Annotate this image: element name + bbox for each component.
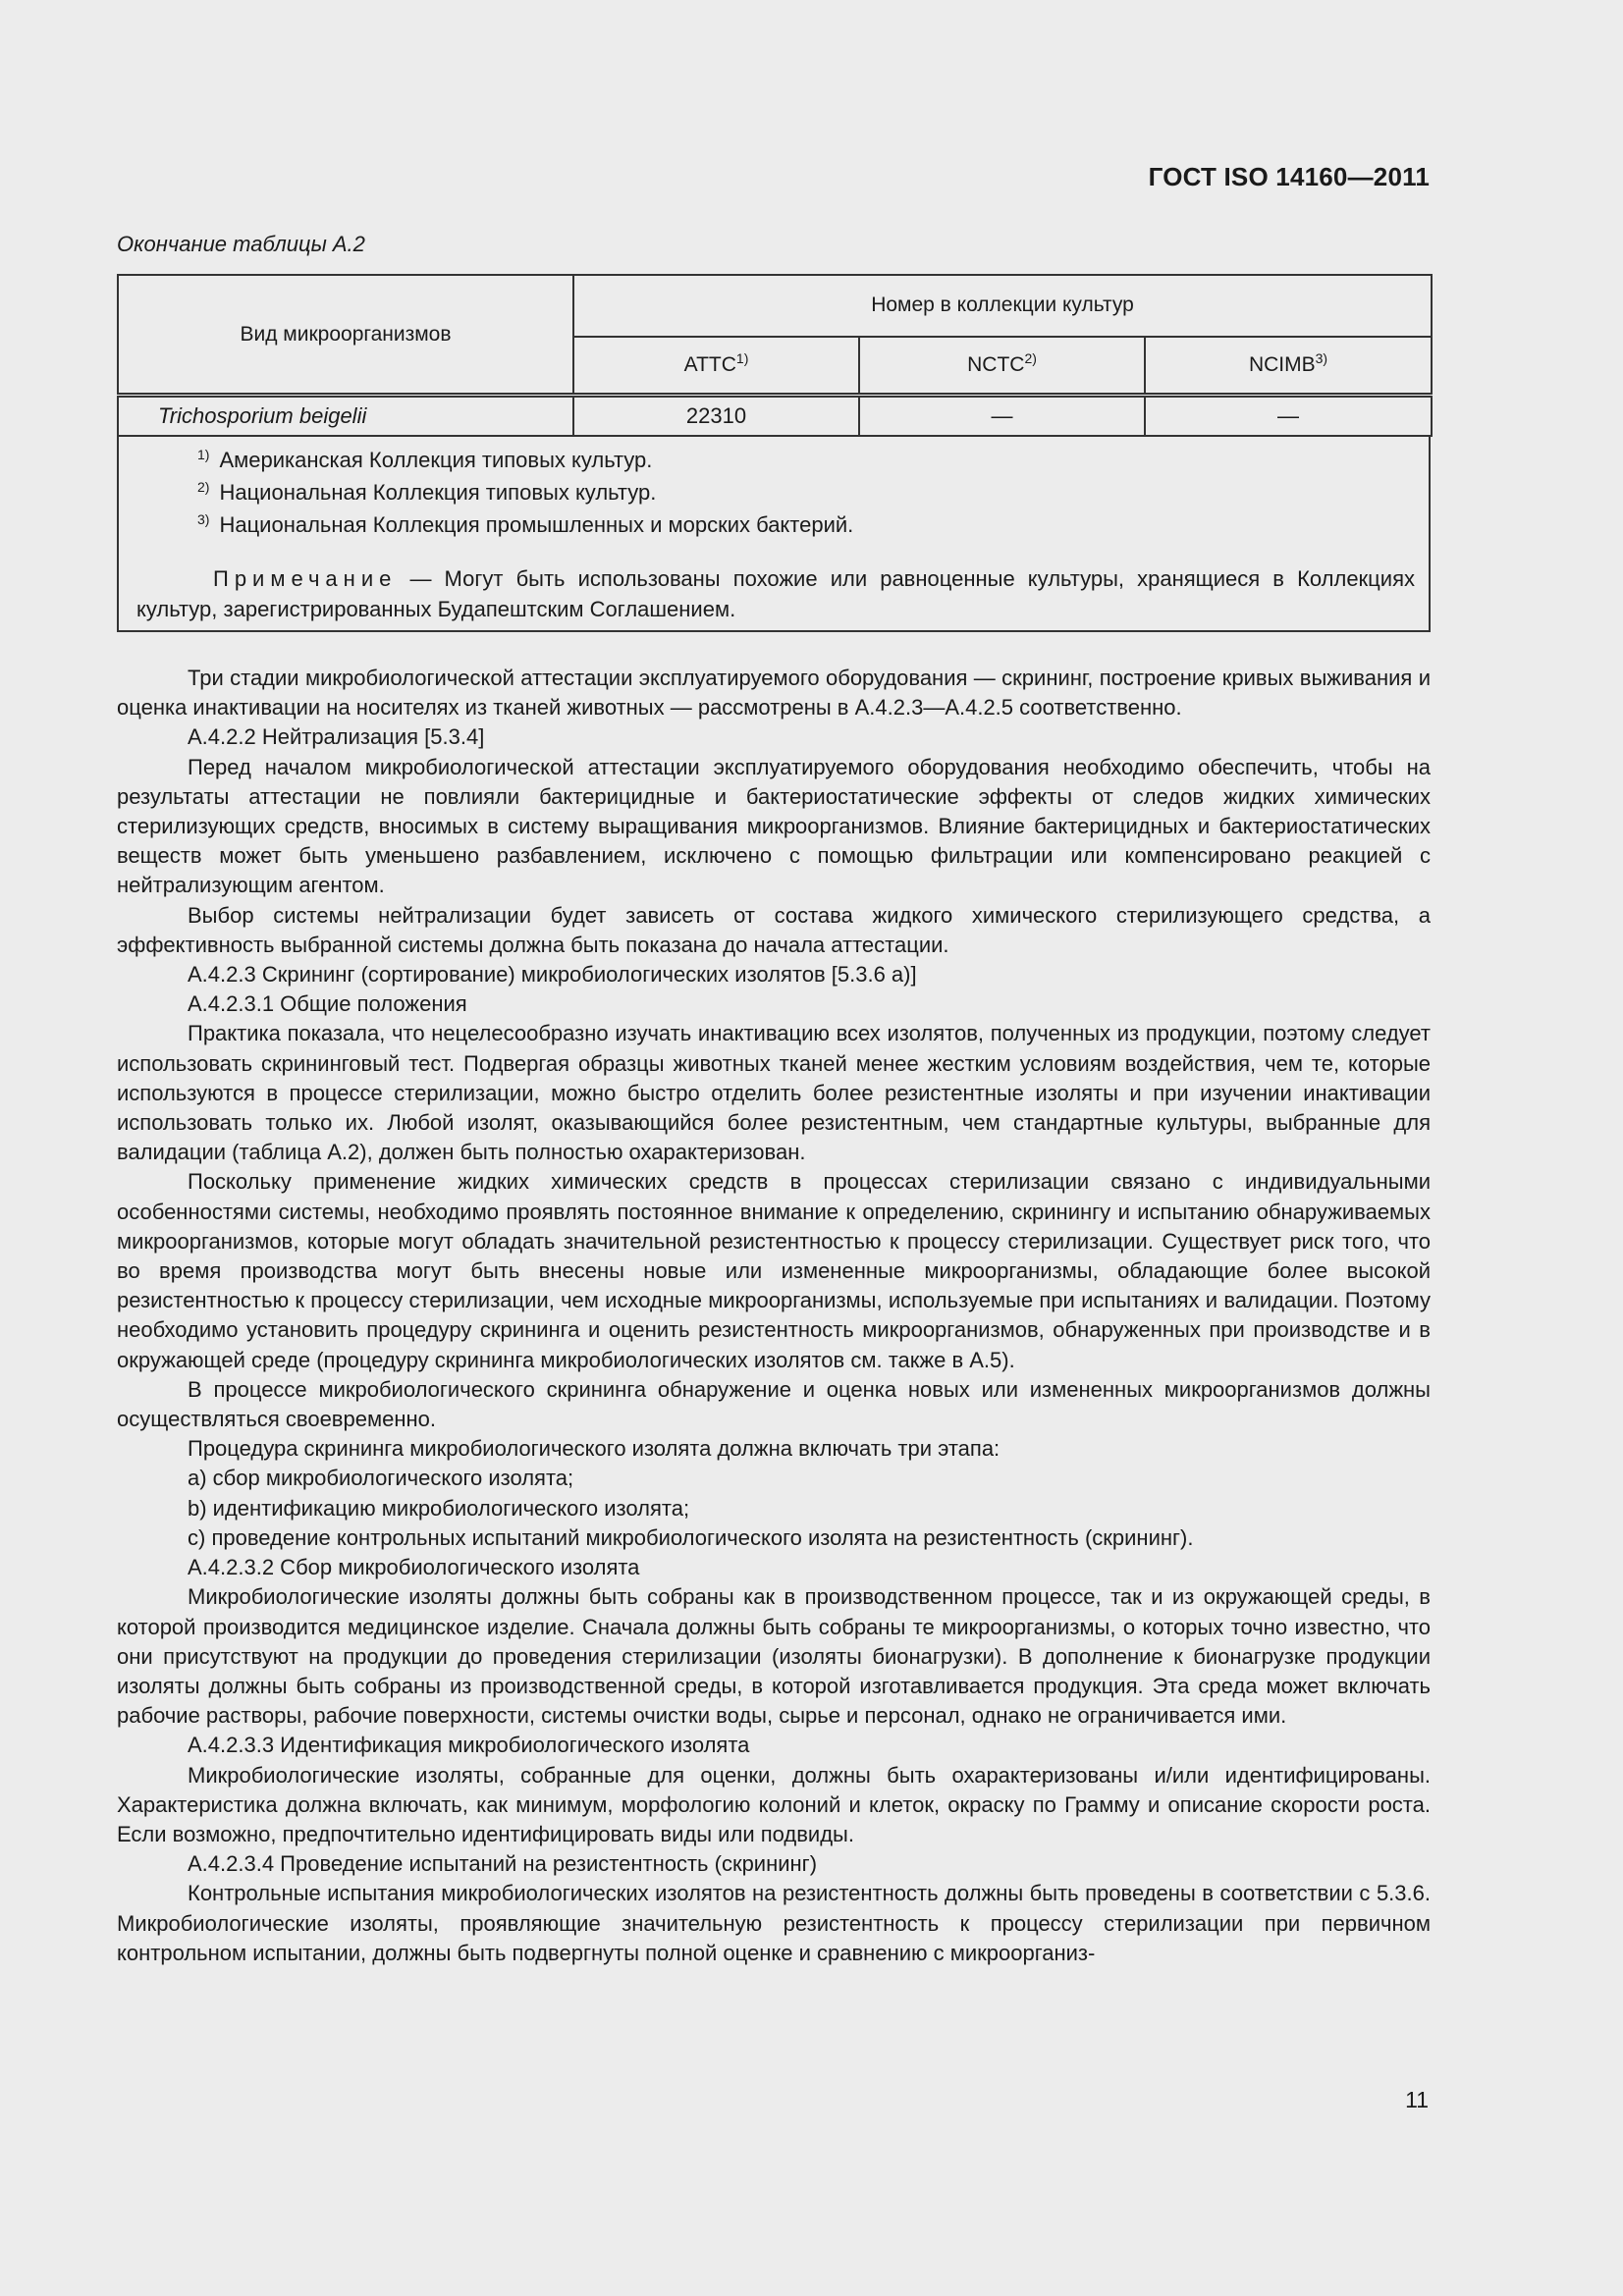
- section-heading: А.4.2.3.4 Проведение испытаний на резистентность (скрининг): [188, 1851, 818, 1877]
- header-nctc: NCTC$^{2)}$: [859, 337, 1145, 396]
- paragraph: Перед началом микробиологической аттестации эксплуатируемого оборудования необходимо обеспечить, чтобы на результаты аттестации не повлияли бактерицидные и бактериостатические эффекты от следов жидких химических стерилизующих средств, вносимых в систему выращивания микроорганизмов. Влияние бактерицидных и бактериостатических веществ может быть уменьшено разбавлением, исключено с помощью фильтрации или компенсировано реакцией с нейтрализующим агентом.: [117, 754, 1431, 898]
- paragraph: Практика показала, что нецелесообразно изучать инактивацию всех изолятов, полученных из продукции, поэтому следует использовать скрининговый тест. Подвергая образцы животных тканей менее жестким условиям воздействия, чем те, которые используются в процессе стерилизации, можно быстро отделить более резистентные изоляты и при изучении инактивации использовать только их. Любой изолят, оказывающийся более резистентным, чем стандартные культуры, выбранные для валидации (таблица А.2), должен быть полностью охарактеризован.: [117, 1021, 1431, 1165]
- footnote: $^{3)}$ Национальная Коллекция промышленных и морских бактерий.: [197, 511, 854, 537]
- paragraph: Процедура скрининга микробиологического изолята должна включать три этапа:: [188, 1436, 1001, 1462]
- table-row: [118, 396, 1432, 436]
- section-heading: А.4.2.2 Нейтрализация [5.3.4]: [188, 724, 485, 750]
- section-heading: А.4.2.3.3 Идентификация микробиологического изолята: [188, 1733, 750, 1758]
- list-item: c) проведение контрольных испытаний микробиологического изолята на резистентность (скрининг).: [188, 1524, 1194, 1550]
- culture-table: [117, 274, 1433, 437]
- paragraph: Микробиологические изоляты, собранные для оценки, должны быть охарактеризованы и/или идентифицированы. Характеристика должна включать, как минимум, морфологию колоний и клеток, окраску по Грамму и описание скорости роста. Если возможно, предпочтительно идентифицировать виды или подвиды.: [117, 1762, 1431, 1846]
- section-heading: А.4.2.3.2 Сбор микробиологического изолята: [188, 1555, 640, 1580]
- footnote: $^{1)}$ Американская Коллекция типовых культур.: [197, 447, 653, 472]
- header-collection-number: Номер в коллекции культур: [573, 275, 1432, 337]
- note-label: Примечание: [213, 566, 398, 591]
- section-heading: А.4.2.3 Скрининг (сортирование) микробиологических изолятов [5.3.6 а)]: [188, 962, 917, 988]
- cell-nctc: —: [859, 396, 1145, 436]
- section-heading: А.4.2.3.1 Общие положения: [188, 991, 467, 1017]
- paragraph: Выбор системы нейтрализации будет зависеть от состава жидкого химического стерилизующего средства, а эффективность выбранной системы должна быть показана до начала аттестации.: [117, 902, 1431, 957]
- paragraph: В процессе микробиологического скрининга обнаружение и оценка новых или измененных микроорганизмов должны осуществляться своевременно.: [117, 1376, 1431, 1432]
- list-item: b) идентификацию микробиологического изолята;: [188, 1495, 690, 1521]
- page-number: 11: [1405, 2087, 1429, 2112]
- cell-species: Trichosporium beigelii: [118, 396, 573, 436]
- header-species: Вид микроорганизмов: [118, 275, 573, 396]
- table-note: [136, 563, 1415, 624]
- document-code: ГОСТ ISO 14160—2011: [1148, 162, 1430, 191]
- table-notes: [117, 436, 1431, 632]
- table-caption: Окончание таблицы А.2: [117, 232, 365, 256]
- header-attc: ATTC$^{1)}$: [573, 337, 859, 396]
- footnote: $^{2)}$ Национальная Коллекция типовых культур.: [197, 479, 657, 505]
- paragraph: Поскольку применение жидких химических средств в процессах стерилизации связано с индивидуальными особенностями системы, необходимо проявлять постоянное внимание к определению, скринингу и испытанию обнаруживаемых микроорганизмов, которые могут обладать значительной резистентностью к процессу стерилизации. Существует риск того, что во время производства могут быть внесены новые или измененные микроорганизмы, обладающие более высокой резистентностью к процессу стерилизации, чем исходные микроорганизмы, используемые при испытаниях и валидации. Поэтому необходимо установить процедуру скрининга и оценить резистентность микроорганизмов, обнаруженных при производстве и в окружающей среде (процедуру скрининга микробиологических изолятов см. также в А.5).: [117, 1169, 1431, 1372]
- header-ncimb: NCIMB$^{3)}$: [1145, 337, 1432, 396]
- note-text: — Могут быть использованы похожие или равноценные культуры, хранящиеся в Коллекциях культур, зарегистрированных Будапештским Соглашением.: [136, 566, 1415, 621]
- paragraph: Контрольные испытания микробиологических изолятов на резистентность должны быть проведены в соответствии с 5.3.6. Микробиологические изоляты, проявляющие значительную резистентность к процессу стерилизации при первичном контрольном испытании, должны быть подвергнуты полной оценке и сравнению с микроорганиз-: [117, 1881, 1431, 1965]
- paragraph: Микробиологические изоляты должны быть собраны как в производственном процессе, так и из окружающей среды, в которой производится медицинское изделие. Сначала должны быть собраны те микроорганизмы, о которых точно известно, что они присутствуют на продукции до проведения стерилизации (изоляты бионагрузки). В дополнение к бионагрузке продукции изоляты должны быть собраны из производственной среды, в которой изготавливается продукция. Эта среда может включать рабочие растворы, рабочие поверхности, системы очистки воды, сырье и персонал, однако не ограничивается ими.: [117, 1584, 1431, 1729]
- cell-attc: 22310: [573, 396, 859, 436]
- cell-ncimb: —: [1145, 396, 1432, 436]
- paragraph: Три стадии микробиологической аттестации эксплуатируемого оборудования — скрининг, построение кривых выживания и оценка инактивации на носителях из тканей животных — рассмотрены в А.4.2.3—А.4.2.5 соответственно.: [117, 666, 1431, 721]
- list-item: a) сбор микробиологического изолята;: [188, 1466, 574, 1491]
- body-text: [117, 664, 1431, 1968]
